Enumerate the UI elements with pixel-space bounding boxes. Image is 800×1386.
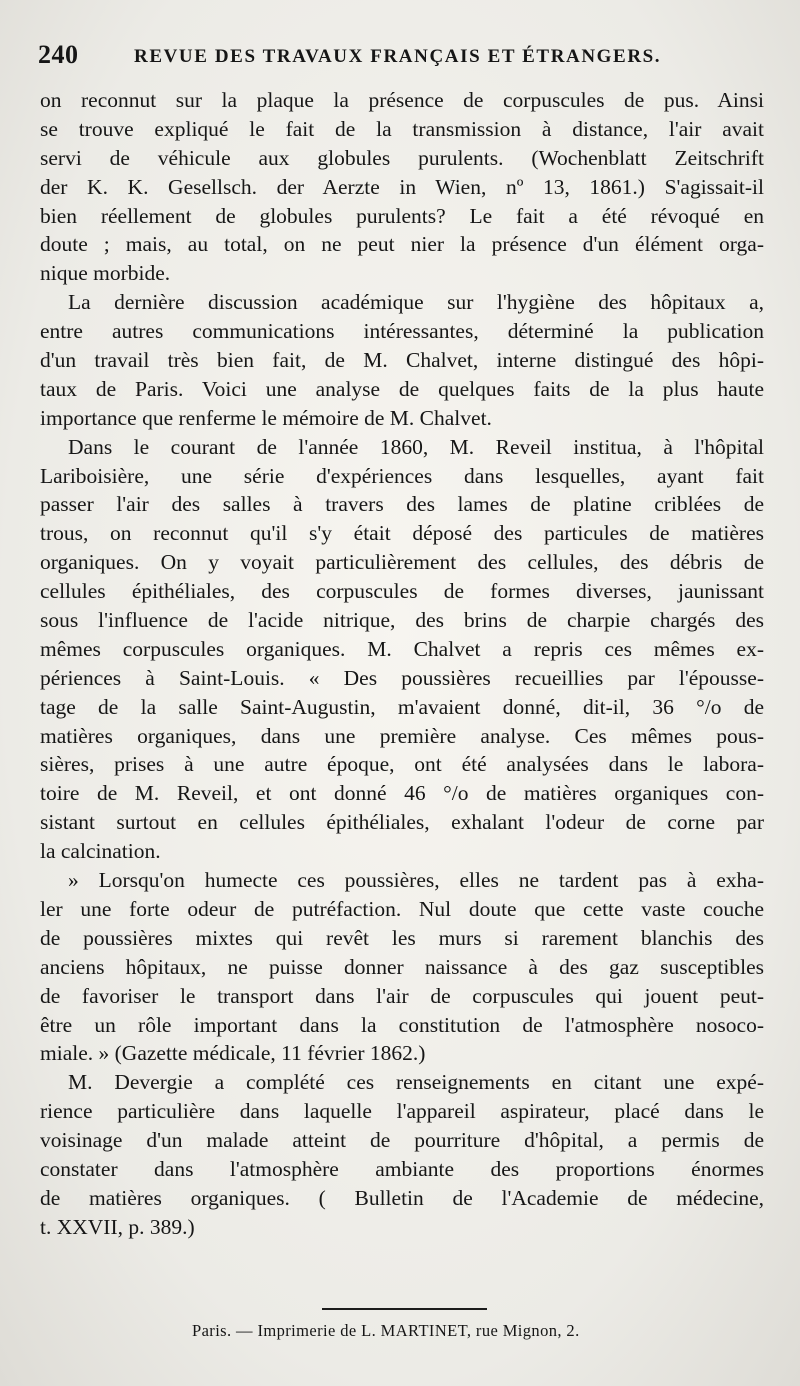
text-line: d'un travail très bien fait, de M. Chalvet, interne distingué des hôpi- bbox=[40, 348, 764, 373]
text-line: anciens hôpitaux, ne puisse donner naissance à des gaz susceptibles bbox=[40, 954, 764, 979]
text-line: taux de Paris. Voici une analyse de quelques faits de la plus haute bbox=[40, 376, 764, 401]
text-line: miale. » (Gazette médicale, 11 février 1862.) bbox=[40, 1041, 426, 1066]
text-line: trous, on reconnut qu'il s'y était déposé des particules de matières bbox=[40, 521, 764, 546]
text-line: bien réellement de globules purulents? Le fait a été révoqué en bbox=[40, 203, 764, 228]
text-line: matières organiques, dans une première analyse. Ces mêmes pous- bbox=[40, 723, 764, 748]
printer-imprint: Paris. — Imprimerie de L. MARTINET, rue Mignon, 2. bbox=[192, 1321, 580, 1340]
text-line: mêmes corpuscules organiques. M. Chalvet a repris ces mêmes ex- bbox=[40, 636, 764, 661]
text-line: importance que renferme le mémoire de M. Chalvet. bbox=[40, 405, 492, 430]
running-title: REVUE DES TRAVAUX FRANÇAIS ET ÉTRANGERS. bbox=[134, 46, 662, 67]
text-line: nique morbide. bbox=[40, 261, 171, 286]
text-line: M. Devergie a complété ces renseignements en citant une expé- bbox=[68, 1070, 764, 1095]
text-line: constater dans l'atmosphère ambiante des proportions énormes bbox=[40, 1156, 764, 1181]
text-line: entre autres communications intéressantes, déterminé la publication bbox=[40, 319, 764, 344]
text-line: toire de M. Reveil, et ont donné 46 °/o de matières organiques con- bbox=[40, 781, 764, 806]
body-text bbox=[40, 86, 764, 1242]
text-line: de matières organiques. ( Bulletin de l'Academie de médecine, bbox=[40, 1185, 764, 1210]
text-line: de poussières mixtes qui revêt les murs si rarement blanchis des bbox=[40, 925, 764, 950]
text-line: der K. K. Gesellsch. der Aerzte in Wien, nº 13, 1861.) S'agissait-il bbox=[40, 174, 764, 199]
text-line: sistant surtout en cellules épithéliales, exhalant l'odeur de corne par bbox=[40, 810, 764, 835]
text-line: on reconnut sur la plaque la présence de corpuscules de pus. Ainsi bbox=[40, 88, 764, 112]
text-line: sières, prises à une autre époque, ont été analysées dans le labora- bbox=[40, 752, 764, 777]
text-line: servi de véhicule aux globules purulents. (Wochenblatt Zeitschrift bbox=[40, 145, 764, 170]
text-line: tage de la salle Saint-Augustin, m'avaient donné, dit-il, 36 °/o de bbox=[40, 694, 764, 719]
text-line: passer l'air des salles à travers des lames de platine criblées de bbox=[40, 492, 764, 517]
text-line: se trouve expliqué le fait de la transmission à distance, l'air avait bbox=[40, 116, 764, 141]
text-line: Lariboisière, une série d'expériences dans lesquelles, ayant fait bbox=[40, 463, 764, 488]
text-line: sous l'influence de l'acide nitrique, des brins de charpie chargés des bbox=[40, 608, 764, 633]
text-line: La dernière discussion académique sur l'hygiène des hôpitaux a, bbox=[68, 290, 764, 315]
text-line: cellules épithéliales, des corpuscules de formes diverses, jaunissant bbox=[40, 579, 764, 604]
text-line: voisinage d'un malade atteint de pourriture d'hôpital, a permis de bbox=[40, 1128, 764, 1153]
text-line: Dans le courant de l'année 1860, M. Reveil institua, à l'hôpital bbox=[68, 434, 764, 459]
text-line: organiques. On y voyait particulièrement des cellules, des débris de bbox=[40, 550, 764, 575]
page-number: 240 bbox=[38, 40, 79, 69]
text-line: être un rôle important dans la constitution de l'atmosphère nosoco- bbox=[40, 1012, 764, 1037]
footer-rule bbox=[322, 1308, 487, 1310]
text-line: doute ; mais, au total, on ne peut nier la présence d'un élément orga- bbox=[40, 232, 764, 257]
text-line: rience particulière dans laquelle l'appareil aspirateur, placé dans le bbox=[40, 1099, 764, 1124]
text-line: t. XXVII, p. 389.) bbox=[40, 1214, 195, 1239]
text-line: la calcination. bbox=[40, 839, 161, 864]
text-line: de favoriser le transport dans l'air de corpuscules qui jouent peut- bbox=[40, 983, 764, 1008]
page-header bbox=[38, 40, 778, 76]
text-line: périences à Saint-Louis. « Des poussières recueillies par l'épousse- bbox=[40, 665, 764, 690]
text-line: » Lorsqu'on humecte ces poussières, elles ne tardent pas à exha- bbox=[68, 868, 764, 893]
text-line: ler une forte odeur de putréfaction. Nul doute que cette vaste couche bbox=[40, 896, 764, 921]
